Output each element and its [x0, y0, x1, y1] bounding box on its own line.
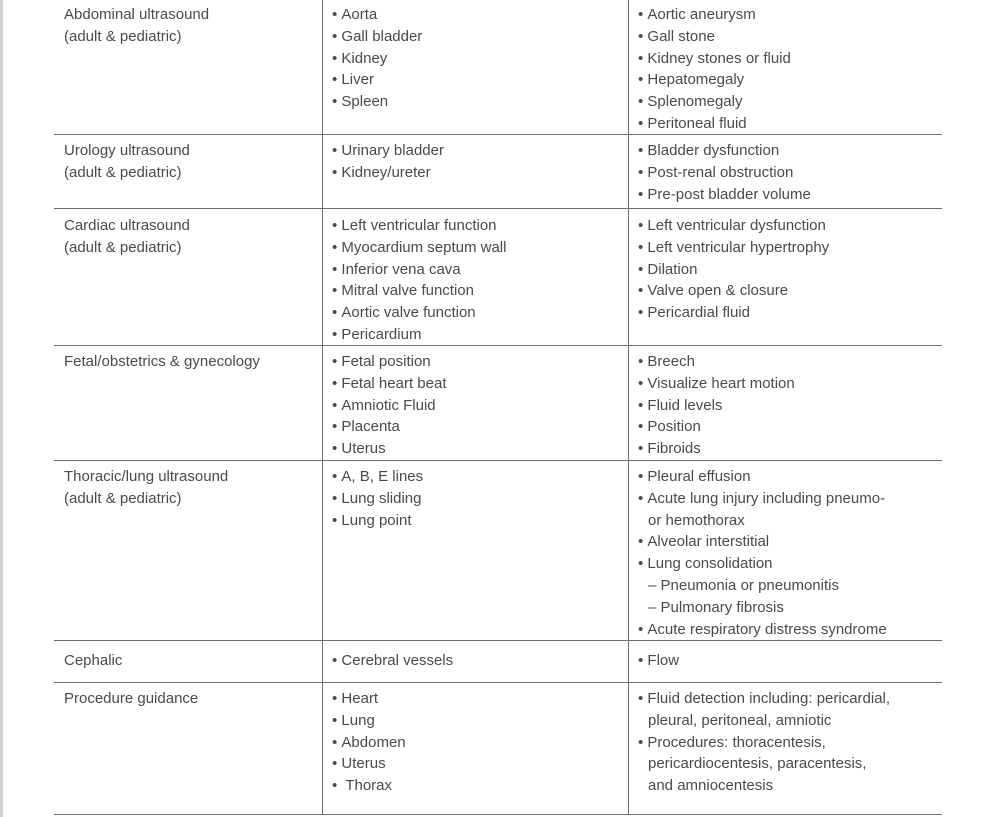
finding-item: • Procedures: thoracentesis,	[638, 732, 942, 754]
target-item: • Amniotic Fluid	[332, 395, 628, 417]
target-item: • A, B, E lines	[332, 466, 628, 488]
finding-item: • Pericardial fluid	[638, 302, 942, 324]
target-item: • Placenta	[332, 416, 628, 438]
table-row	[54, 641, 942, 683]
target-item: • Aorta	[332, 4, 628, 26]
finding-item: • Flow	[638, 650, 942, 672]
category-cell	[54, 641, 322, 682]
category-line: Urology ultrasound	[64, 142, 190, 159]
target-item: • Myocardium septum wall	[332, 237, 628, 259]
finding-cell	[628, 135, 942, 208]
target-item: • Kidney	[332, 48, 628, 70]
finding-cell	[628, 641, 942, 682]
finding-item: – Pulmonary fibrosis	[638, 597, 942, 619]
table-row	[54, 683, 942, 815]
target-cell	[322, 346, 628, 460]
target-item: • Uterus	[332, 753, 628, 775]
category-cell	[54, 683, 322, 814]
category-cell	[54, 135, 322, 208]
target-cell	[322, 135, 628, 208]
finding-cell	[628, 346, 942, 460]
finding-item: • Pre-post bladder volume	[638, 184, 942, 206]
finding-item: • Alveolar interstitial	[638, 531, 942, 553]
finding-item: • Left ventricular hypertrophy	[638, 237, 942, 259]
target-cell	[322, 209, 628, 345]
table-row	[54, 346, 942, 461]
finding-cell	[628, 683, 942, 814]
table-row	[54, 135, 942, 209]
category-line: Fetal/obstetrics & gynecology	[64, 353, 260, 370]
target-item: • Urinary bladder	[332, 140, 628, 162]
target-cell	[322, 683, 628, 814]
finding-item: • Acute respiratory distress syndrome	[638, 619, 942, 641]
finding-cell	[628, 461, 942, 640]
category-line: Cephalic	[64, 652, 123, 669]
finding-item: • Visualize heart motion	[638, 373, 942, 395]
target-item: • Kidney/ureter	[332, 162, 628, 184]
target-item: • Mitral valve function	[332, 280, 628, 302]
target-cell	[322, 461, 628, 640]
left-edge-strip	[0, 0, 3, 817]
target-item: • Lung sliding	[332, 488, 628, 510]
finding-item: • Pleural effusion	[638, 466, 942, 488]
finding-item: • Acute lung injury including pneumo-	[638, 488, 942, 510]
target-item: • Thorax	[332, 775, 628, 797]
target-item: • Left ventricular function	[332, 215, 628, 237]
target-item: • Lung	[332, 710, 628, 732]
finding-item: • Position	[638, 416, 942, 438]
category-line: (adult & pediatric)	[64, 27, 182, 45]
target-item: • Fetal heart beat	[332, 373, 628, 395]
finding-item: • Dilation	[638, 259, 942, 281]
finding-item: • Breech	[638, 351, 942, 373]
finding-item: pleural, peritoneal, amniotic	[648, 711, 832, 729]
finding-item: • Fibroids	[638, 438, 942, 460]
target-cell	[322, 641, 628, 682]
category-cell	[54, 0, 322, 134]
category-cell	[54, 209, 322, 345]
finding-item: and amniocentesis	[648, 777, 774, 795]
finding-cell	[628, 0, 942, 134]
finding-item: • Valve open & closure	[638, 280, 942, 302]
target-item: • Pericardium	[332, 324, 628, 346]
category-cell	[54, 346, 322, 460]
ultrasound-applications-table	[54, 0, 942, 815]
category-line: Abdominal ultrasound	[64, 6, 210, 23]
target-cell	[322, 0, 628, 134]
target-item: • Cerebral vessels	[332, 650, 628, 672]
category-line: Thoracic/lung ultrasound	[64, 468, 229, 485]
table-row	[54, 209, 942, 346]
category-cell	[54, 461, 322, 640]
finding-item: or hemothorax	[648, 511, 745, 529]
finding-item: • Left ventricular dysfunction	[638, 215, 942, 237]
finding-item: • Lung consolidation	[638, 553, 942, 575]
finding-item: – Pneumonia or pneumonitis	[638, 575, 942, 597]
finding-item: • Gall stone	[638, 26, 942, 48]
category-line: (adult & pediatric)	[64, 489, 182, 507]
category-line: Procedure guidance	[64, 690, 199, 707]
finding-item: • Hepatomegaly	[638, 69, 942, 91]
finding-item: • Aortic aneurysm	[638, 4, 942, 26]
target-item: • Lung point	[332, 510, 628, 532]
finding-item: pericardiocentesis, paracentesis,	[648, 755, 867, 773]
finding-item: • Kidney stones or fluid	[638, 48, 942, 70]
finding-item: • Splenomegaly	[638, 91, 942, 113]
finding-item: • Fluid detection including: pericardial,	[638, 688, 942, 710]
table-row	[54, 0, 942, 135]
category-line: (adult & pediatric)	[64, 238, 182, 256]
target-item: • Aortic valve function	[332, 302, 628, 324]
finding-item: • Bladder dysfunction	[638, 140, 942, 162]
target-item: • Inferior vena cava	[332, 259, 628, 281]
target-item: • Abdomen	[332, 732, 628, 754]
target-item: • Fetal position	[332, 351, 628, 373]
target-item: • Liver	[332, 69, 628, 91]
target-item: • Gall bladder	[332, 26, 628, 48]
target-item: • Spleen	[332, 91, 628, 113]
finding-item: • Peritoneal fluid	[638, 113, 942, 135]
table-row	[54, 461, 942, 641]
finding-cell	[628, 209, 942, 345]
category-line: Cardiac ultrasound	[64, 217, 190, 234]
finding-item: • Fluid levels	[638, 395, 942, 417]
target-item: • Uterus	[332, 438, 628, 460]
target-item: • Heart	[332, 688, 628, 710]
finding-item: • Post-renal obstruction	[638, 162, 942, 184]
category-line: (adult & pediatric)	[64, 163, 182, 181]
